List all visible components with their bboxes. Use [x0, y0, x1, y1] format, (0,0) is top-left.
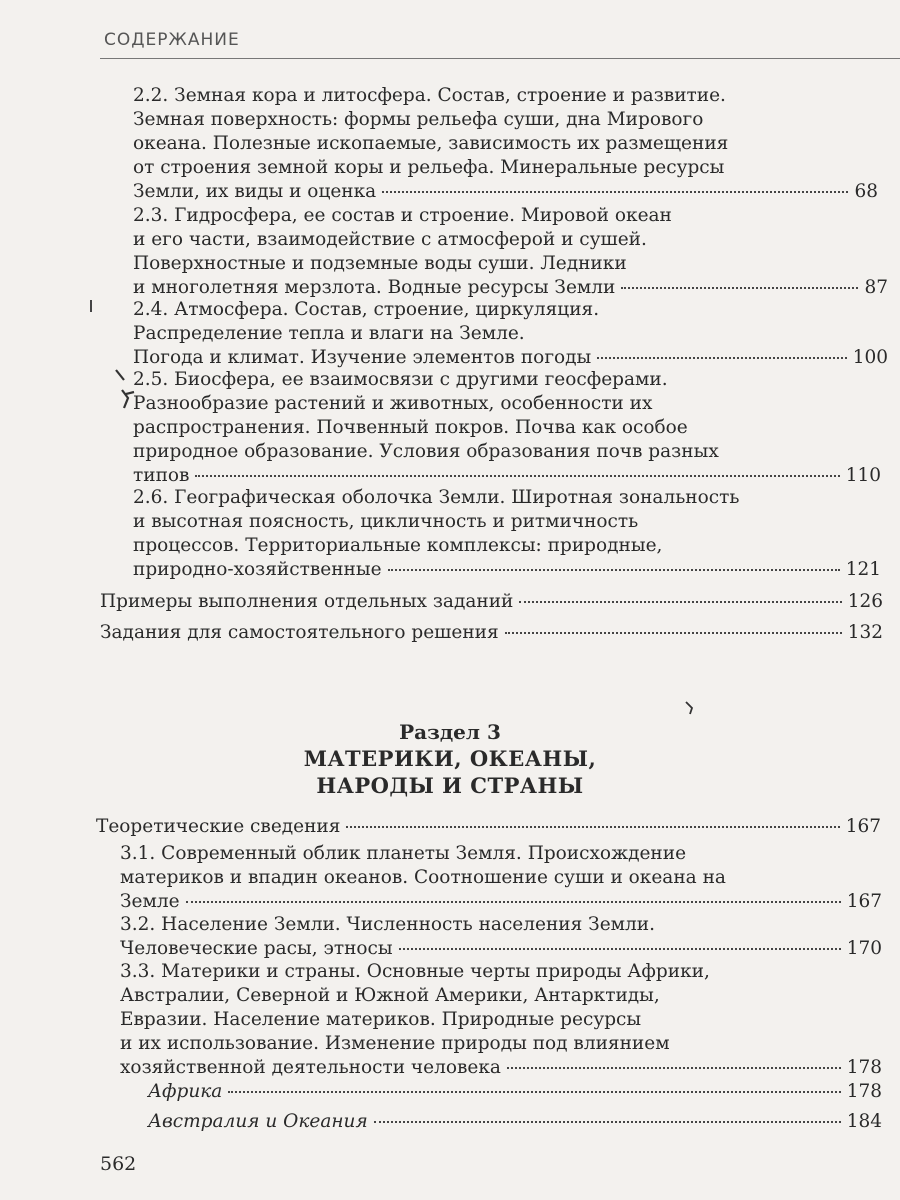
toc-page-number: 178	[846, 1081, 882, 1102]
toc-entry-3-1	[120, 842, 882, 914]
dot-leader	[507, 1067, 841, 1069]
toc-page-number: 178	[846, 1057, 882, 1078]
toc-page-number: 68	[854, 181, 878, 202]
toc-entry-text: 2.6. Географическая оболочка Земли. Широтная зональность и высотная поясность, цикличность и ритмичность процессов. Территориальные комплексы: природные,	[133, 487, 740, 556]
pencil-mark	[112, 368, 142, 412]
toc-entry-2-5	[133, 368, 881, 488]
toc-entry-last-line: и многолетняя мерзлота. Водные ресурсы Земли	[133, 277, 616, 298]
toc-page-number: 100	[852, 347, 888, 368]
toc-entry-last-line: типов	[133, 465, 190, 486]
toc-entry-last-line: Задания для самостоятельного решения	[100, 622, 499, 643]
pencil-mark	[684, 700, 698, 716]
toc-entry-text: 3.3. Материки и страны. Основные черты природы Африки, Австралии, Северной и Южной Америки, Антарктиды, Евразии. Население материков. Природные ресурсы и их использование. Изменение природы под влиянием	[120, 961, 710, 1054]
toc-entry-text: 2.2. Земная кора и литосфера. Состав, строение и развитие. Земная поверхность: формы рельефа суши, дна Мирового океана. Полезные ископаемые, зависимость их размещения от строения земной коры и рельефа. Минеральные ресурсы	[133, 85, 729, 178]
toc-entry-2-4	[133, 298, 888, 370]
toc-page-number: 167	[846, 891, 882, 912]
toc-entry-text: 2.5. Биосфера, ее взаимосвязи с другими геосферами. Разнообразие растений и животных, особенности их распространения. Почвенный покров. Почва как особое природное образование. Условия образования почв разных	[133, 369, 719, 462]
dot-leader	[195, 475, 839, 477]
toc-entry-theory	[96, 815, 881, 839]
running-header: СОДЕРЖАНИЕ	[104, 30, 240, 50]
toc-page-number: 132	[847, 622, 883, 643]
toc-entry-examples	[100, 590, 883, 614]
toc-entry-text: 3.2. Население Земли. Численность населения Земли.	[120, 914, 656, 935]
toc-entry-last-line: Земле	[120, 891, 180, 912]
dot-leader	[374, 1121, 841, 1123]
toc-page-number: 167	[845, 816, 881, 837]
dot-leader	[346, 826, 839, 828]
toc-entry-3-2	[120, 913, 882, 961]
toc-entry-text: 2.4. Атмосфера. Состав, строение, циркуляция. Распределение тепла и влаги на Земле.	[133, 299, 600, 344]
dot-leader	[186, 901, 841, 903]
dot-leader	[399, 948, 841, 950]
toc-entry-last-line: Примеры выполнения отдельных заданий	[100, 591, 514, 612]
section-label: Раздел 3	[399, 720, 501, 744]
toc-entry-2-3	[133, 204, 888, 300]
toc-entry-last-line: природно-хозяйственные	[133, 559, 382, 580]
toc-entry-last-line: Африка	[148, 1081, 223, 1102]
toc-page-number: 184	[846, 1111, 882, 1132]
toc-entry-text: 3.1. Современный облик планеты Земля. Происхождение материков и впадин океанов. Соотношение суши и океана на	[120, 843, 726, 888]
toc-entry-last-line: Теоретические сведения	[96, 816, 341, 837]
toc-entry-2-2	[133, 84, 878, 204]
header-rule	[100, 58, 900, 59]
dot-leader	[388, 569, 840, 571]
toc-page-number: 121	[845, 559, 881, 580]
toc-entry-last-line: Человеческие расы, этносы	[120, 938, 393, 959]
page-number: 562	[100, 1153, 137, 1175]
dot-leader	[621, 287, 858, 289]
pencil-mark	[90, 300, 92, 312]
toc-entry-3-3	[120, 960, 882, 1080]
toc-entry-tasks	[100, 621, 883, 645]
toc-page-number: 87	[864, 277, 888, 298]
section-title-line-2: НАРОДЫ И СТРАНЫ	[316, 773, 584, 798]
toc-page-number: 126	[847, 591, 883, 612]
toc-page-number: 170	[846, 938, 882, 959]
toc-page-number: 110	[845, 465, 881, 486]
toc-entry-last-line: Земли, их виды и оценка	[133, 181, 377, 202]
dot-leader	[382, 191, 848, 193]
dot-leader	[519, 601, 841, 603]
dot-leader	[228, 1091, 840, 1093]
toc-entry-australia-oceania	[148, 1110, 882, 1134]
toc-entry-africa	[148, 1080, 882, 1104]
dot-leader	[505, 632, 842, 634]
section-title-line-1: МАТЕРИКИ, ОКЕАНЫ,	[303, 746, 597, 771]
toc-entry-last-line: хозяйственной деятельности человека	[120, 1057, 501, 1078]
toc-entry-last-line: Погода и климат. Изучение элементов погоды	[133, 347, 592, 368]
dot-leader	[597, 357, 846, 359]
toc-entry-text: 2.3. Гидросфера, ее состав и строение. Мировой океан и его части, взаимодействие с атмосферой и сушей. Поверхностные и подземные воды суши. Ледники	[133, 205, 672, 274]
toc-entry-2-6	[133, 486, 881, 582]
toc-entry-last-line: Австралия и Океания	[148, 1111, 368, 1132]
